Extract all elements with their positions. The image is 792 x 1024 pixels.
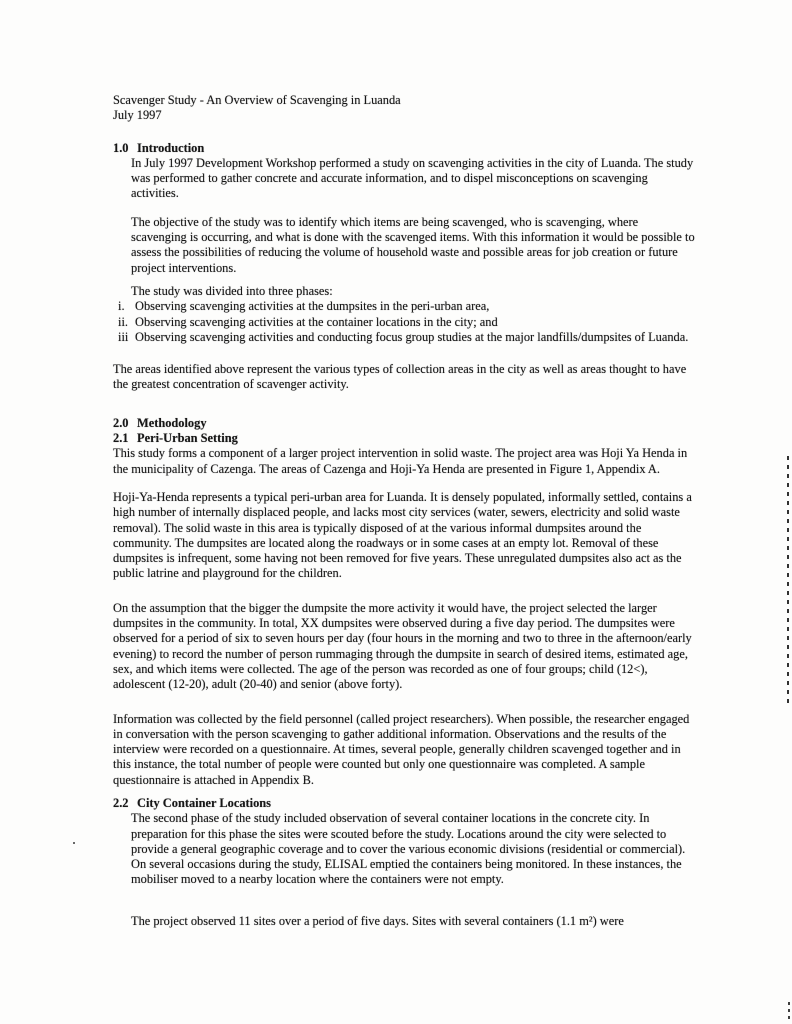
section-2-2-number: 2.2 <box>113 795 129 810</box>
list-item-marker: iii <box>118 329 129 344</box>
section-2-1-heading <box>113 431 697 446</box>
paragraph-periurban-1: This study forms a component of a larger project intervention in solid waste. The project area was Hoji Ya Henda in the municipality of Cazenga. The areas of Cazenga and Hoji-Ya Henda are presented in Figure 1, Appendix A. <box>113 446 688 476</box>
document-date: July 1997 <box>113 108 162 123</box>
section-2-title: Methodology <box>137 415 207 430</box>
section-1-title: Introduction <box>137 140 205 155</box>
paragraph-containers-1: The second phase of the study included observation of several container locations in the concrete city. In preparation for this phase the sites were scouted before the study. Locations around the city were selected to provide a general geographic coverage and to cover the various economic divisions (residential or commercial). On several occasions during the study, ELISAL emptied the containers being monitored. In these instances, the mobiliser moved to a nearby location where the containers were not empty. <box>131 811 686 887</box>
scan-artifact-bottom-right <box>788 1002 790 1022</box>
section-1-number: 1.0 <box>113 140 129 155</box>
scan-speckle <box>73 842 75 844</box>
section-2-2-heading <box>113 796 697 811</box>
section-2-2-title: City Container Locations <box>137 795 272 810</box>
phases-list <box>118 299 697 345</box>
phases-intro-line: The study was divided into three phases: <box>131 283 333 298</box>
paragraph-intro-1: In July 1997 Development Workshop performed a study on scavenging activities in the city of Luanda. The study was performed to gather concrete and accurate information, and to dispel misconceptions on scavenging activities. <box>131 155 694 201</box>
paragraph-containers-2: The project observed 11 sites over a period of five days. Sites with several containers (1.1 m²) were <box>131 913 624 928</box>
section-2-1-number: 2.1 <box>113 431 129 446</box>
paragraph-intro-2: The objective of the study was to identify which items are being scavenged, who is scavenging, where scavenging is occurring, and what is done with the scavenged items. With this information it would be possible to assess the possibilities of reducing the volume of household waste and possible areas for job creation or future project interventions. <box>131 214 695 275</box>
list-item-text: Observing scavenging activities and conducting focus group studies at the major landfills/dumpsites of Luanda. <box>135 329 689 344</box>
list-item <box>118 315 697 330</box>
scan-artifact-right-edge <box>787 456 789 708</box>
list-item-text: Observing scavenging activities at the container locations in the city; and <box>135 314 498 329</box>
section-2-heading <box>113 416 697 431</box>
section-2-1-title: Peri-Urban Setting <box>137 431 238 446</box>
paragraph-periurban-3: On the assumption that the bigger the dumpsite the more activity it would have, the project selected the larger dumpsites in the community. In total, XX dumpsites were observed during a five day period. The dumpsites were observed for a period of six to seven hours per day (four hours in the morning and two to three in the afternoon/early evening) to record the number of person rummaging through the dumpsite in search of desired items, estimated age, sex, and which items were collected. The age of the person was recorded as one of four groups; child (12<), adolescent (12-20), adult (20-40) and senior (above forty). <box>113 600 692 692</box>
section-1-heading <box>113 141 697 156</box>
paragraph-periurban-2: Hoji-Ya-Henda represents a typical peri-urban area for Luanda. It is densely populated, informally settled, contains a high number of internally displaced people, and lacks most city services (water, sewers, electricity and solid waste removal). The solid waste in this area is typically disposed of at the various informal dumpsites around the community. The dumpsites are located along the roadways or in some cases at an empty lot. Removal of these dumpsites is infrequent, some having not been removed for five years. These unregulated dumpsites also act as the public latrine and playground for the children. <box>113 489 692 581</box>
list-item-marker: ii. <box>118 314 128 329</box>
paragraph-areas-identified: The areas identified above represent the various types of collection areas in the city as well as areas thought to have the greatest concentration of scavenger activity. <box>113 362 687 392</box>
list-item-text: Observing scavenging activities at the dumpsites in the peri-urban area, <box>135 299 490 314</box>
section-2-number: 2.0 <box>113 415 129 430</box>
list-item <box>118 299 697 314</box>
list-item <box>118 330 697 345</box>
paragraph-periurban-4: Information was collected by the field personnel (called project researchers). When possible, the researcher engaged in conversation with the person scavenging to gather additional information. Observations and the results of the interview were recorded on a questionnaire. At times, several people, generally children scavenged together and in this instance, the total number of people were counted but only one questionnaire was completed. A sample questionnaire is attached in Appendix B. <box>113 711 690 787</box>
document-content <box>113 93 697 942</box>
list-item-marker: i. <box>118 299 125 314</box>
document-title: Scavenger Study - An Overview of Scavenging in Luanda <box>113 93 401 107</box>
